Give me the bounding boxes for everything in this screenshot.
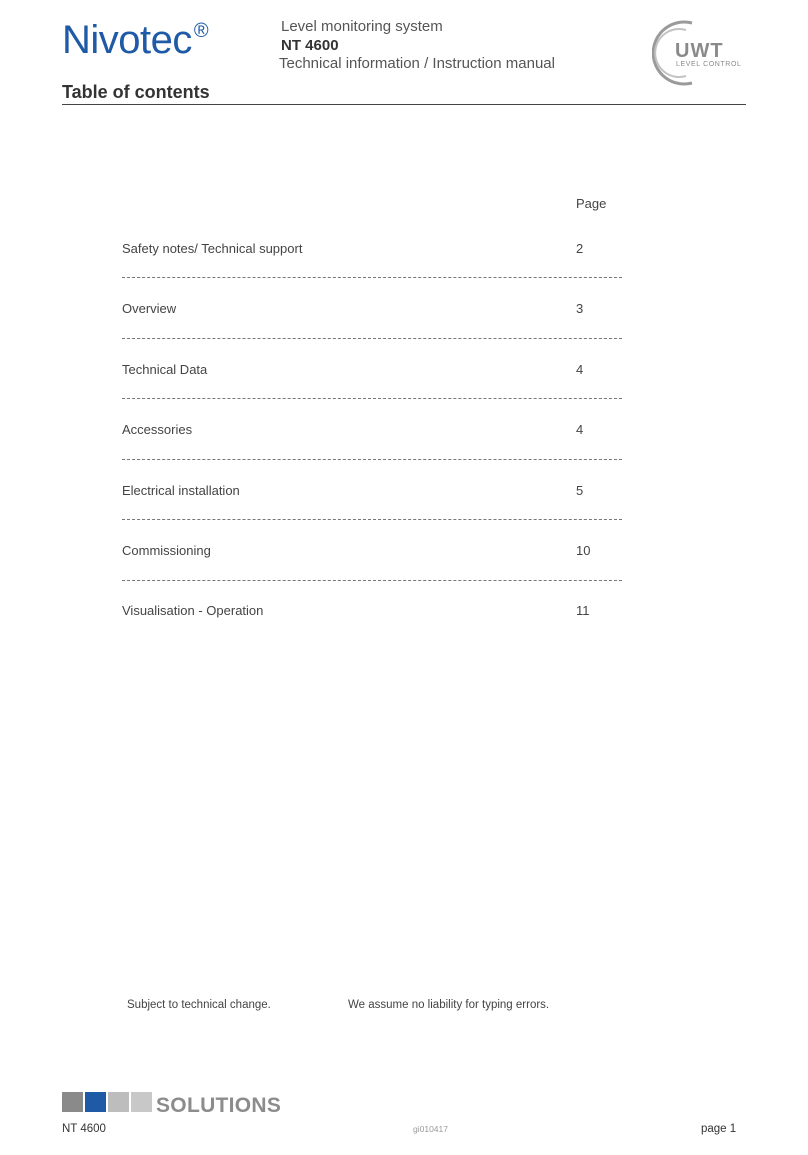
footer-code: gi010417 bbox=[413, 1124, 448, 1134]
header-doc-type: Technical information / Instruction manual bbox=[279, 55, 555, 72]
toc-divider bbox=[122, 519, 622, 520]
toc-entry-safety-notes[interactable] bbox=[122, 241, 622, 256]
toc-entry-page: 3 bbox=[576, 301, 584, 316]
toc-divider bbox=[122, 277, 622, 278]
brand-name: Nivotec ® bbox=[62, 18, 209, 62]
toc-entry-title: Overview bbox=[122, 301, 177, 316]
uwt-logo bbox=[652, 20, 748, 86]
footer-page-number: page 1 bbox=[701, 1123, 737, 1135]
toc-entry-visualisation-operation[interactable] bbox=[122, 603, 622, 618]
solutions-block-light-gray bbox=[108, 1092, 129, 1112]
technical-change-note: Subject to technical change. bbox=[127, 999, 271, 1011]
toc-entry-title: Safety notes/ Technical support bbox=[122, 241, 303, 256]
liability-note: We assume no liability for typing errors. bbox=[348, 999, 550, 1011]
toc-entry-title: Visualisation - Operation bbox=[122, 603, 264, 618]
toc-entry-commissioning[interactable] bbox=[122, 543, 622, 558]
solutions-block-blue bbox=[85, 1092, 106, 1112]
footer-doc-id: NT 4600 bbox=[62, 1123, 106, 1135]
toc-entry-title: Commissioning bbox=[122, 543, 211, 558]
toc-entry-page: 4 bbox=[576, 422, 584, 437]
uwt-logo-text: UWT bbox=[675, 40, 724, 62]
page-column-label: Page bbox=[576, 196, 607, 211]
toc-entry-page: 10 bbox=[576, 543, 591, 558]
toc-entry-page: 5 bbox=[576, 483, 584, 498]
toc-entry-page: 11 bbox=[576, 603, 590, 618]
toc-divider bbox=[122, 580, 622, 581]
section-title: Table of contents bbox=[62, 82, 210, 102]
header-product-type: Level monitoring system bbox=[281, 18, 443, 35]
registered-mark: ® bbox=[193, 20, 209, 42]
toc-entry-title: Electrical installation bbox=[122, 483, 240, 498]
header-rule bbox=[62, 104, 746, 105]
toc-entry-page: 2 bbox=[576, 241, 584, 256]
toc-entry-overview[interactable] bbox=[122, 301, 622, 316]
solutions-wordmark: SOLUTIONS bbox=[156, 1094, 282, 1117]
uwt-logo-subtext: LEVEL CONTROL bbox=[676, 61, 742, 68]
solutions-block-dark-gray bbox=[62, 1092, 83, 1112]
toc-entry-title: Technical Data bbox=[122, 362, 208, 377]
header-model: NT 4600 bbox=[281, 37, 339, 54]
solutions-block-lighter-gray bbox=[131, 1092, 152, 1112]
toc-divider bbox=[122, 398, 622, 399]
toc-entry-technical-data[interactable] bbox=[122, 362, 622, 377]
toc-entry-accessories[interactable] bbox=[122, 422, 622, 437]
toc-entry-title: Accessories bbox=[122, 422, 193, 437]
toc-divider bbox=[122, 338, 622, 339]
toc-entry-page: 4 bbox=[576, 362, 584, 377]
toc-divider bbox=[122, 459, 622, 460]
toc-entry-electrical-installation[interactable] bbox=[122, 483, 622, 498]
